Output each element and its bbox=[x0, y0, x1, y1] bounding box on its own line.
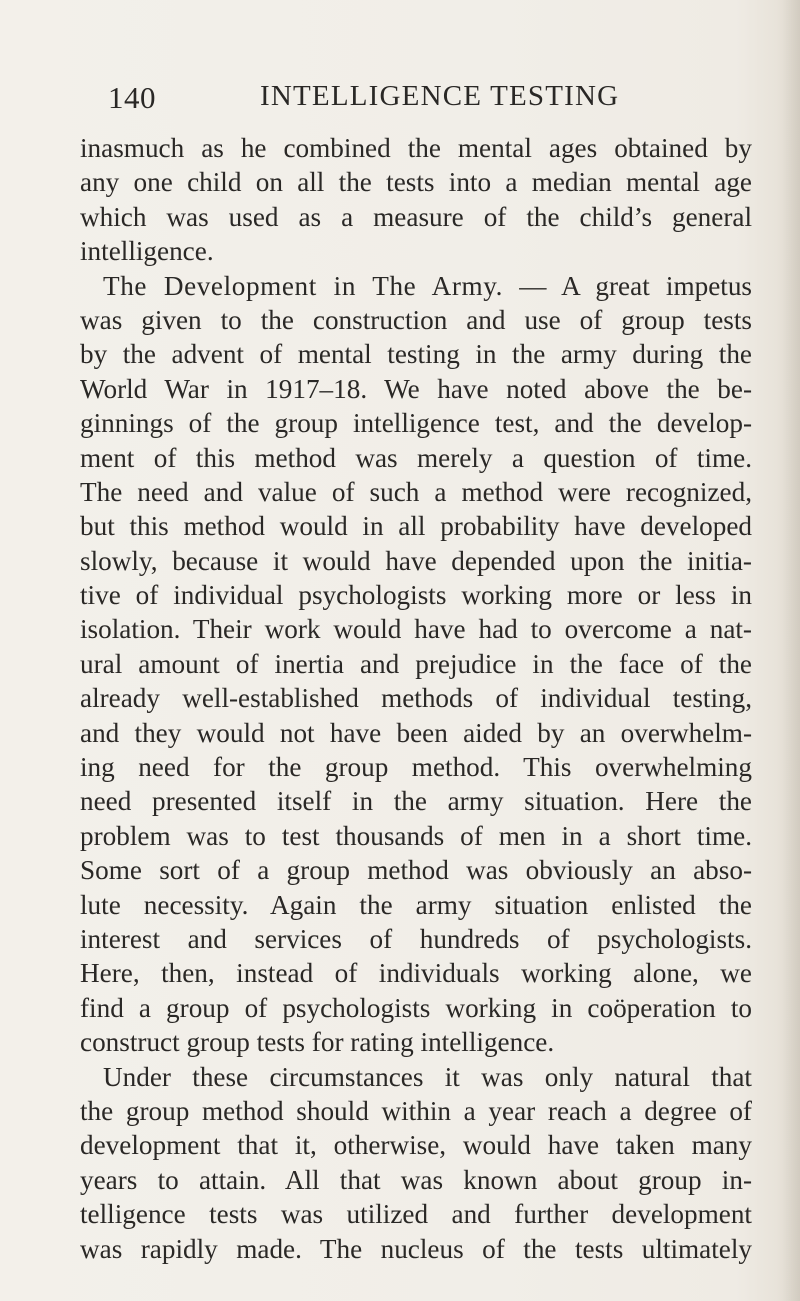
section-heading-line bbox=[80, 269, 752, 303]
text-line: the group method should within a year reach a degree of bbox=[80, 1095, 752, 1126]
text-line: already well-established methods of individual testing, bbox=[80, 683, 752, 714]
running-head bbox=[108, 80, 748, 120]
text-line: ing need for the group method. This overwhelming bbox=[80, 752, 752, 783]
text-line: Some sort of a group method was obviously an abso- bbox=[80, 855, 752, 886]
text-line: was rapidly made. The nucleus of the tests ultimately bbox=[80, 1233, 752, 1264]
text-line: and they would not have been aided by an overwhelm- bbox=[80, 717, 752, 748]
text-line-continuation: — A great impetus bbox=[503, 270, 753, 301]
text-line: which was used as a measure of the child’s general bbox=[80, 201, 752, 232]
text-line: lute necessity. Again the army situation enlisted the bbox=[80, 889, 752, 920]
text-line: ginnings of the group intelligence test, and the develop- bbox=[80, 408, 752, 439]
page-number: 140 bbox=[108, 80, 156, 115]
running-title: INTELLIGENCE TESTING bbox=[260, 80, 620, 112]
text-line: development that it, otherwise, would have taken many bbox=[80, 1130, 752, 1161]
text-line: by the advent of mental testing in the army during the bbox=[80, 339, 752, 370]
text-line: tive of individual psychologists working more or less in bbox=[80, 580, 752, 611]
text-line: Under these circumstances it was only natural that bbox=[103, 1061, 752, 1092]
text-line: World War in 1917–18. We have noted above the be- bbox=[80, 373, 752, 404]
text-line: Here, then, instead of individuals working alone, we bbox=[80, 958, 752, 989]
text-line: ment of this method was merely a question of time. bbox=[80, 442, 752, 473]
text-line: isolation. Their work would have had to overcome a nat- bbox=[80, 614, 752, 645]
text-line: need presented itself in the army situation. Here the bbox=[80, 786, 752, 817]
side-heading: The Development in The Army. bbox=[103, 270, 504, 301]
text-line: find a group of psychologists working in coöperation to bbox=[80, 992, 752, 1023]
text-line: construct group tests for rating intelligence. bbox=[80, 1027, 555, 1058]
body-text bbox=[80, 131, 752, 1266]
text-line: but this method would in all probability have developed bbox=[80, 511, 752, 542]
text-line: years to attain. All that was known about group in- bbox=[80, 1164, 752, 1195]
text-line: inasmuch as he combined the mental ages obtained by bbox=[80, 133, 752, 163]
text-line: was given to the construction and use of group tests bbox=[80, 304, 752, 335]
page-edge-shadow bbox=[782, 0, 800, 1301]
text-line: intelligence. bbox=[80, 236, 214, 267]
text-line: The need and value of such a method were recognized, bbox=[80, 476, 752, 507]
text-line: slowly, because it would have depended upon the initia- bbox=[80, 545, 752, 576]
text-line: telligence tests was utilized and further development bbox=[80, 1199, 752, 1230]
text-line: any one child on all the tests into a median mental age bbox=[80, 167, 752, 198]
text-line: interest and services of hundreds of psychologists. bbox=[80, 923, 752, 954]
text-line: problem was to test thousands of men in a short time. bbox=[80, 820, 752, 851]
text-line: ural amount of inertia and prejudice in the face of the bbox=[80, 648, 752, 679]
